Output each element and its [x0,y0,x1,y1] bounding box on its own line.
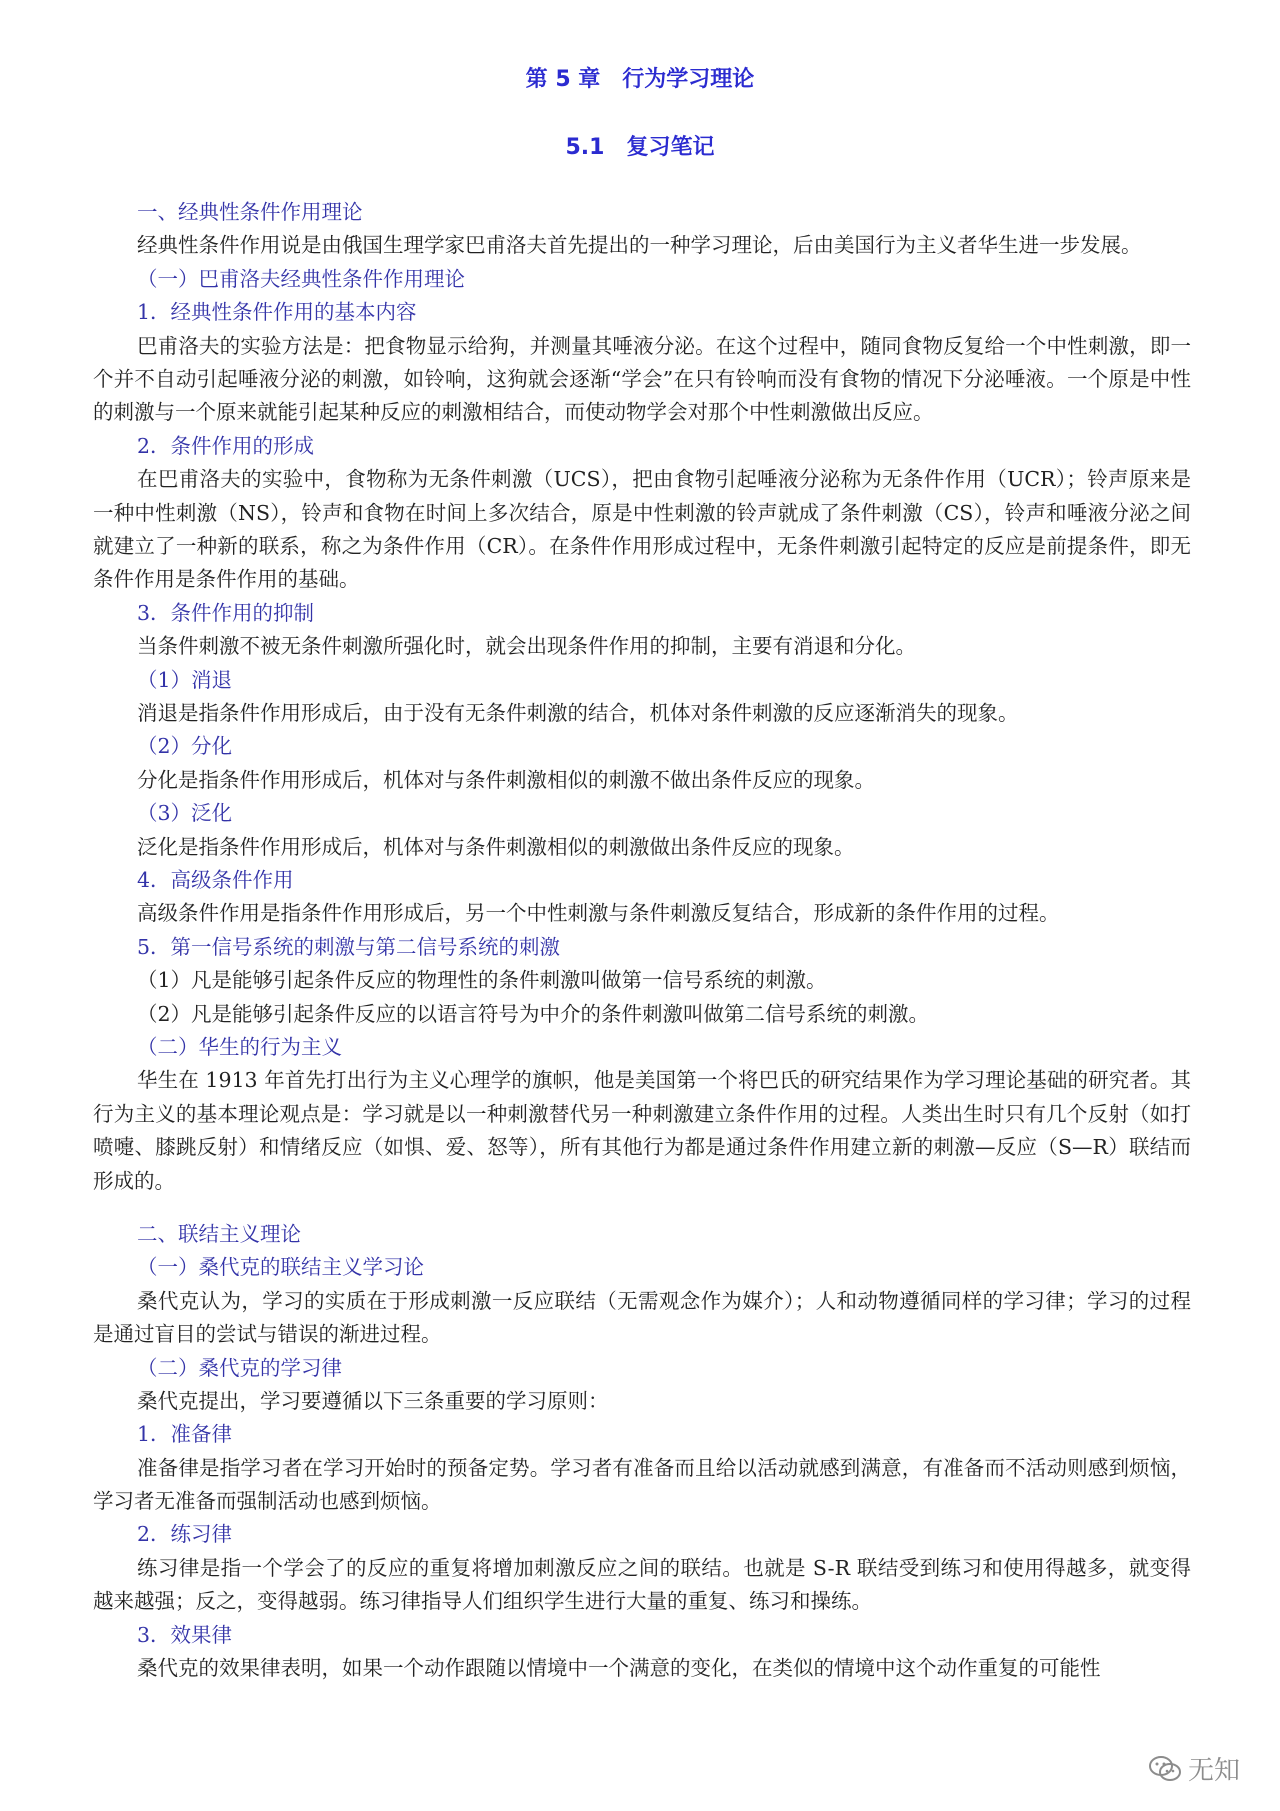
body-line: （1）凡是能够引起条件反应的物理性的条件刺激叫做第一信号系统的刺激。 [137,968,827,993]
section-heading: 3．效果律 [137,1622,233,1647]
section-heading: （2）分化 [137,734,233,759]
chapter-title: 第 5 章 行为学习理论 [525,67,755,92]
body-line: 高级条件作用是指条件作用形成后，另一个中性刺激与条件刺激反复结合，形成新的条件作用的过程。 [137,901,1060,926]
body-paragraph: 练习律是指一个学会了的反应的重复将增加刺激反应之间的联结。也就是 S-R 联结受到练习和使用得越多，就变得越来越强；反之，变得越弱。练习律指导人们组织学生进行大量的重复、练习和操练。 [93,1555,1191,1614]
section-heading: （二）华生的行为主义 [137,1034,342,1059]
wechat-bubble-icon [1148,1755,1182,1783]
body-paragraph: 在巴甫洛夫的实验中，食物称为无条件刺激（UCS），把由食物引起唾液分泌称为无条件作用（UCR）；铃声原来是一种中性刺激（NS），铃声和食物在时间上多次结合，原是中性刺激的铃声就成了条件刺激（CS），铃声和唾液分泌之间就建立了一种新的联系，称之为条件作用（CR）。在条件作用形成过程中，无条件刺激引起特定的反应是前提条件，即无条件作用是条件作用的基础。 [93,467,1191,592]
section-heading: （1）消退 [137,667,233,692]
section-heading: （一）桑代克的联结主义学习论 [137,1255,424,1280]
document-body [93,196,1191,1685]
section-heading: 3．条件作用的抑制 [137,600,315,625]
section-heading: 1．准备律 [137,1422,233,1447]
section-heading: 2．条件作用的形成 [137,433,315,458]
section-heading: 4．高级条件作用 [137,867,294,892]
section-heading: 二、联结主义理论 [137,1221,301,1246]
paragraph-gap [93,1198,1191,1218]
section-heading: （二）桑代克的学习律 [137,1355,342,1380]
section-heading: 一、经典性条件作用理论 [137,200,363,224]
section-heading: （一）巴甫洛夫经典性条件作用理论 [137,266,465,291]
body-paragraph: 华生在 1913 年首先打出行为主义心理学的旗帜，他是美国第一个将巴氏的研究结果作为学习理论基础的研究者。其行为主义的基本理论观点是：学习就是以一种刺激替代另一种刺激建立条件作用的过程。人类出生时只有几个反射（如打喷嚏、膝跳反射）和情绪反应（如惧、爱、怒等），所有其他行为都是通过条件作用建立新的刺激—反应（S—R）联结而形成的。 [93,1068,1191,1193]
body-line: 消退是指条件作用形成后，由于没有无条件刺激的结合，机体对条件刺激的反应逐渐消失的现象。 [137,700,1019,725]
section-heading: 5．第一信号系统的刺激与第二信号系统的刺激 [137,934,561,959]
section-heading: 2．练习律 [137,1522,233,1547]
body-line: 分化是指条件作用形成后，机体对与条件刺激相似的刺激不做出条件反应的现象。 [137,767,875,792]
section-heading: （3）泛化 [137,801,233,826]
body-line: 当条件刺激不被无条件刺激所强化时，就会出现条件作用的抑制，主要有消退和分化。 [137,634,916,659]
section-title: 5.1 复习笔记 [565,135,715,160]
body-line: （2）凡是能够引起条件反应的以语言符号为中介的条件刺激叫做第二信号系统的刺激。 [137,1001,930,1026]
body-paragraph: 桑代克认为，学习的实质在于形成刺激一反应联结（无需观念作为媒介）；人和动物遵循同样的学习律；学习的过程是通过盲目的尝试与错误的渐进过程。 [93,1288,1191,1347]
watermark [1148,1750,1240,1787]
body-paragraph: 经典性条件作用说是由俄国生理学家巴甫洛夫首先提出的一种学习理论，后由美国行为主义者华生进一步发展。 [137,233,1142,258]
body-line: 泛化是指条件作用形成后，机体对与条件刺激相似的刺激做出条件反应的现象。 [137,834,855,859]
body-paragraph: 准备律是指学习者在学习开始时的预备定势。学习者有准备而且给以活动就感到满意，有准备而不活动则感到烦恼，学习者无准备而强制活动也感到烦恼。 [93,1455,1191,1514]
watermark-text: 无知 [1187,1756,1240,1786]
body-paragraph: 巴甫洛夫的实验方法是：把食物显示给狗，并测量其唾液分泌。在这个过程中，随同食物反复给一个中性刺激，即一个并不自动引起唾液分泌的刺激，如铃响，这狗就会逐渐“学会”在只有铃响而没有食物的情况下分泌唾液。一个原是中性的刺激与一个原来就能引起某种反应的刺激相结合，而使动物学会对那个中性刺激做出反应。 [93,333,1191,425]
section-heading: 1．经典性条件作用的基本内容 [137,300,417,325]
body-line: 桑代克提出，学习要遵循以下三条重要的学习原则： [137,1388,609,1413]
body-line: 桑代克的效果律表明，如果一个动作跟随以情境中一个满意的变化，在类似的情境中这个动作重复的可能性 [137,1656,1101,1681]
